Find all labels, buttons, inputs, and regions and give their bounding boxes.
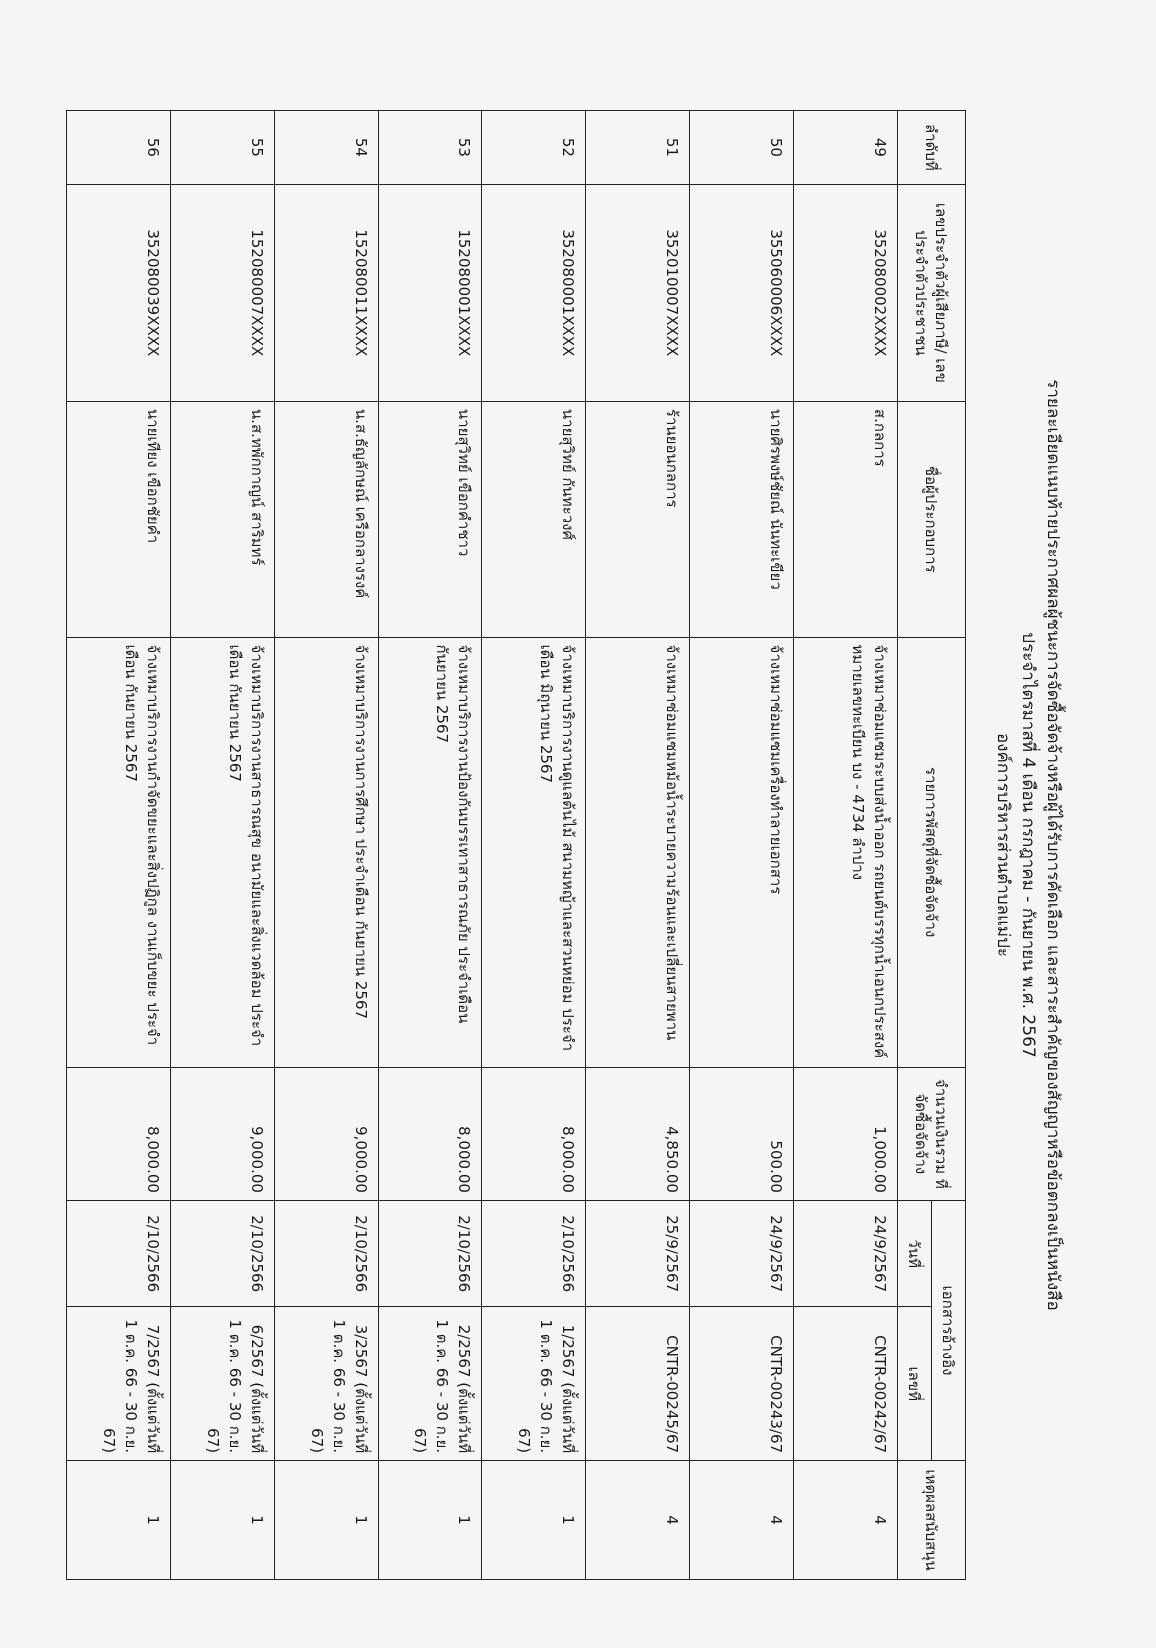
cell-seq: 51	[586, 111, 690, 185]
cell-seq: 54	[274, 111, 378, 185]
cell-doc-number: 2/2567 (ตั้งแต่วันที่ 1 ต.ค. 66 - 30 ก.ย. 67)	[378, 1307, 482, 1461]
cell-amount: 9,000.00	[170, 1067, 274, 1200]
table-row	[170, 111, 274, 1580]
cell-vendor-name: นายสุวิทย์ เขือกคำชาว	[378, 401, 482, 637]
cell-seq: 56	[67, 111, 171, 185]
cell-reason: 1	[482, 1461, 586, 1580]
cell-vendor-name: นายเทียง เขือกชัยคำ	[67, 401, 171, 637]
table-row	[586, 111, 690, 1580]
cell-doc-number: 7/2567 (ตั้งแต่วันที่ 1 ต.ค. 66 - 30 ก.ย. 67)	[67, 1307, 171, 1461]
table-row	[794, 111, 898, 1580]
cell-item-list: จ้างเหมาบริการงานดูแลต้นไม้ สนามหญ้าและสวนหย่อม ประจำเดือน มิถุนายน 2567	[482, 637, 586, 1067]
document-period: ประจำไตรมาสที่ 4 เดือน กรกฎาคม - กันยายน พ.ศ. 2567	[1018, 632, 1038, 1058]
cell-reason: 1	[378, 1461, 482, 1580]
cell-doc-number: 3/2567 (ตั้งแต่วันที่ 1 ต.ค. 66 - 30 ก.ย. 67)	[274, 1307, 378, 1461]
cell-amount: 4,850.00	[586, 1067, 690, 1200]
cell-reason: 4	[794, 1461, 898, 1580]
cell-taxpayer-id: 352080039XXXX	[67, 184, 171, 401]
cell-date: 2/10/2566	[170, 1200, 274, 1307]
cell-reason: 4	[586, 1461, 690, 1580]
cell-date: 2/10/2566	[274, 1200, 378, 1307]
cell-seq: 50	[690, 111, 794, 185]
cell-date: 2/10/2566	[67, 1200, 171, 1307]
cell-seq: 49	[794, 111, 898, 185]
cell-reason: 1	[170, 1461, 274, 1580]
procurement-table	[66, 110, 966, 1580]
cell-amount: 8,000.00	[378, 1067, 482, 1200]
cell-item-list: จ้างเหมาบริการงานป้องกันบรรเทาสาธารณภัย ประจำเดือน กันยายน 2567	[378, 637, 482, 1067]
cell-vendor-name: นายศิรพงษ์ชัยณ์ นันทะเขียว	[690, 401, 794, 637]
cell-amount: 1,000.00	[794, 1067, 898, 1200]
cell-item-list: จ้างเหมาซ่อมแซมหม้อน้ำระบายความร้อนและเปลี่ยนสายพาน	[586, 637, 690, 1067]
table-row	[482, 111, 586, 1580]
cell-doc-number: CNTR-00243/67	[690, 1307, 794, 1461]
cell-vendor-name: น.ส.ทพักกาญน์ สาริมทร์	[170, 401, 274, 637]
cell-doc-number: CNTR-00245/67	[586, 1307, 690, 1461]
cell-amount: 500.00	[690, 1067, 794, 1200]
header-reference-doc: เอกสารอ้างอิง	[932, 1200, 966, 1460]
header-item-list: รายการพัสดุที่จัดซื้อจัดจ้าง	[898, 637, 966, 1067]
header-reason: เหตุผลสนับสนุน	[898, 1461, 966, 1580]
header-amount: จำนวนเงินรวม ที่จัดซื้อจัดจ้าง	[898, 1067, 966, 1200]
cell-date: 2/10/2566	[378, 1200, 482, 1307]
cell-item-list: จ้างเหมาบริการงานกำจัดขยะและสิ่งปฏิกูล งานเก็บขยะ ประจำเดือน กันยายน 2567	[67, 637, 171, 1067]
cell-taxpayer-id: 352080001XXXX	[482, 184, 586, 401]
cell-seq: 55	[170, 111, 274, 185]
header-seq: ลำดับที่	[898, 111, 966, 185]
cell-taxpayer-id: 352080002XXXX	[794, 184, 898, 401]
header-vendor-name: ชื่อผู้ประกอบการ	[898, 401, 966, 637]
cell-reason: 1	[274, 1461, 378, 1580]
cell-vendor-name: น.ส.ธัญลักษณ์ เครือกลางรงค์	[274, 401, 378, 637]
cell-amount: 9,000.00	[274, 1067, 378, 1200]
table-row	[67, 111, 171, 1580]
cell-amount: 8,000.00	[482, 1067, 586, 1200]
cell-item-list: จ้างเหมาซ่อมแซมระบบส่งน้ำออก รถยนต์บรรทุกน้ำเอนกประสงค์ หมายเลขทะเบียน บง - 4734 ลำปาง	[794, 637, 898, 1067]
document-organization: องค์การบริหารส่วนตำบลแม่ปะ	[993, 732, 1013, 958]
cell-taxpayer-id: 355060006XXXX	[690, 184, 794, 401]
header-doc-number: เลขที่	[898, 1307, 932, 1461]
cell-date: 2/10/2566	[482, 1200, 586, 1307]
cell-reason: 4	[690, 1461, 794, 1580]
cell-taxpayer-id: 152080007XXXX	[170, 184, 274, 401]
cell-vendor-name: นายสุวิทย์ กันทะวงศ์	[482, 401, 586, 637]
cell-taxpayer-id: 152080001XXXX	[378, 184, 482, 401]
header-date: วันที่	[898, 1200, 932, 1307]
table-row	[378, 111, 482, 1580]
cell-item-list: จ้างเหมาบริการงานสาธารณสุข อนามัยและสิ่งแวดล้อม ประจำเดือน กันยายน 2567	[170, 637, 274, 1067]
cell-seq: 53	[378, 111, 482, 185]
table-row	[690, 111, 794, 1580]
cell-date: 24/9/2567	[690, 1200, 794, 1307]
document-title: รายละเอียดแนบท้ายประกาศผลผู้ชนะการจัดซื้อจัดจ้างหรือผู้ได้รับการคัดเลือก และสาระสำคัญของสัญญาหรือข้อตกลงเป็นหนังสือ	[1043, 379, 1063, 1311]
cell-taxpayer-id: 152080011XXXX	[274, 184, 378, 401]
cell-item-list: จ้างเหมาบริการงานการศึกษา ประจำเดือน กันยายน 2567	[274, 637, 378, 1067]
cell-taxpayer-id: 352010007XXXX	[586, 184, 690, 401]
cell-amount: 8,000.00	[67, 1067, 171, 1200]
cell-item-list: จ้างเหมาซ่อมแซมเครื่องทำลายเอกสาร	[690, 637, 794, 1067]
cell-seq: 52	[482, 111, 586, 185]
cell-date: 24/9/2567	[794, 1200, 898, 1307]
cell-vendor-name: ร้านยอนกลการ	[586, 401, 690, 637]
header-taxpayer-id: เลขประจำตัวผู้เสียภาษี/ เลขประจำตัวประชาชน	[898, 184, 966, 401]
cell-doc-number: 6/2567 (ตั้งแต่วันที่ 1 ต.ค. 66 - 30 ก.ย. 67)	[170, 1307, 274, 1461]
cell-vendor-name: ส.กลการ	[794, 401, 898, 637]
table-row	[274, 111, 378, 1580]
cell-reason: 1	[67, 1461, 171, 1580]
cell-doc-number: 1/2567 (ตั้งแต่วันที่ 1 ต.ค. 66 - 30 ก.ย. 67)	[482, 1307, 586, 1461]
cell-doc-number: CNTR-00242/67	[794, 1307, 898, 1461]
cell-date: 25/9/2567	[586, 1200, 690, 1307]
